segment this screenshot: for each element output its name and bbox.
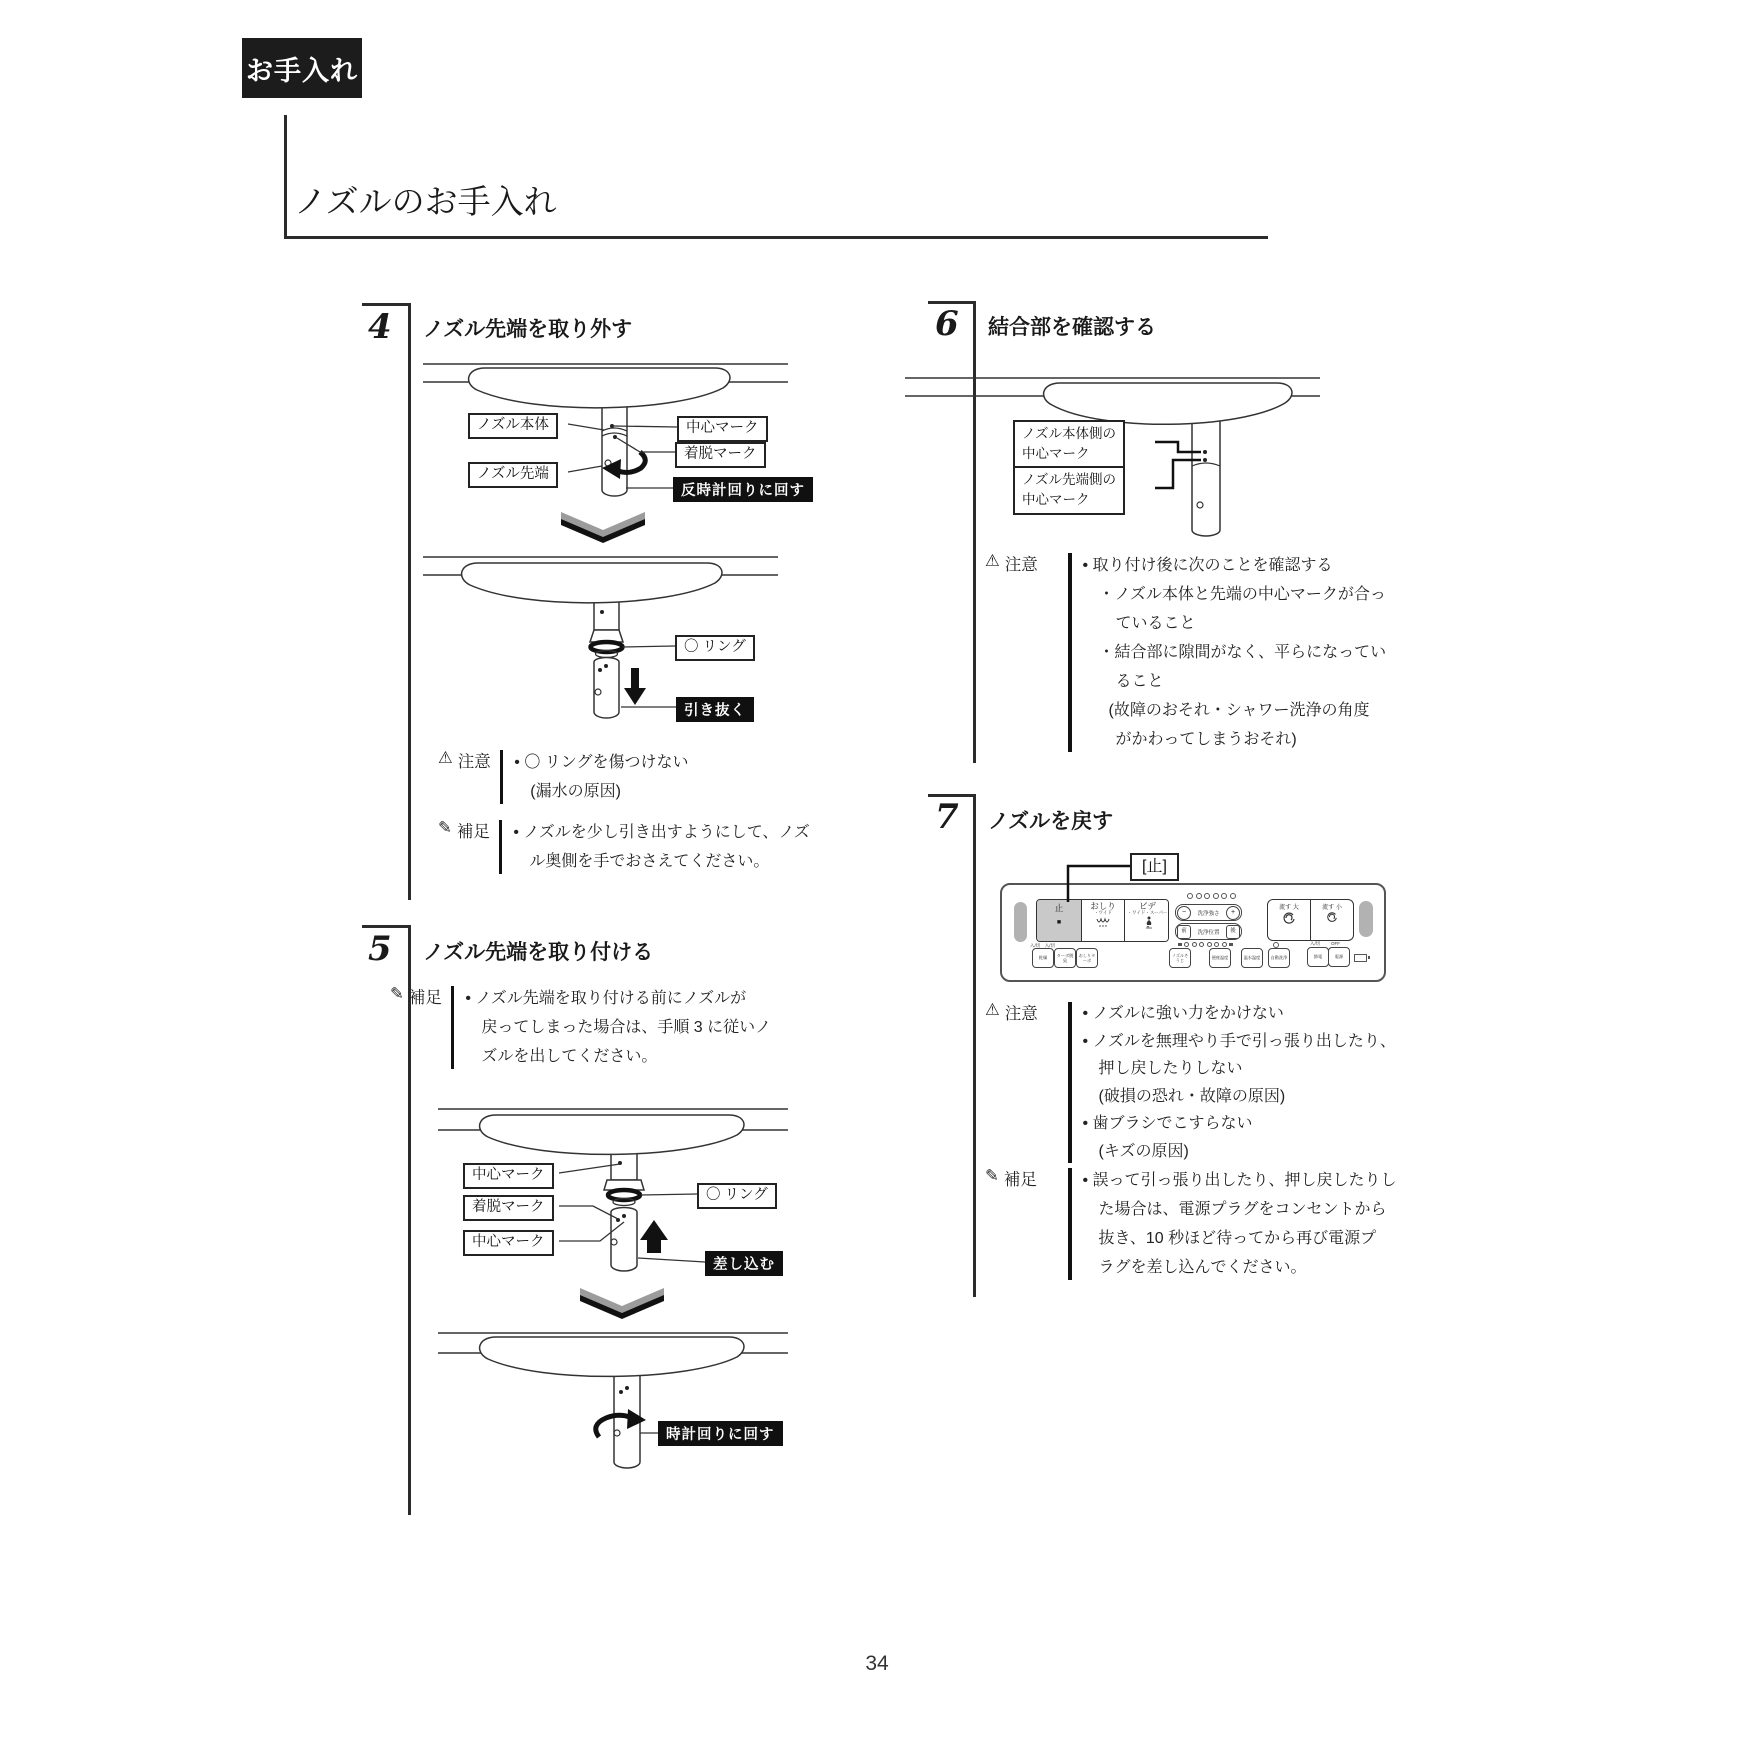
stop-button: 止 ■ (1037, 900, 1082, 941)
note-divider (499, 820, 503, 874)
onoff-indicator-row: 入/切 入/切 (1030, 943, 1056, 948)
flush-large-button: 流す 大 (1268, 900, 1311, 940)
label-pull-out: 引き抜く (676, 697, 754, 722)
remote-right-grip (1359, 901, 1373, 937)
step7-caution: ⚠ 注意 • ノズルに強い力をかけない • ノズルを無理やり手で引っ張り出したり、 押し戻したりしない (破損の恐れ・故障の原因) • 歯ブラシでこすらない (キズの原因) (985, 1000, 1396, 1165)
step4-title: ノズル先端を取り外す (423, 318, 633, 341)
chevron-down-icon (558, 510, 648, 544)
step7-note: ✎ 補足 • 誤って引っ張り出したり、押し戻したりし た場合は、電源プラグをコンセントから 抜き、10 秒ほど待ってから再び電源プ ラグを差し込んでください。 (985, 1166, 1397, 1282)
page-title: ノズルのお手入れ (294, 183, 557, 220)
stop-square-icon: ■ (1056, 919, 1062, 927)
flush-small-button: 流す 小 (1311, 900, 1353, 940)
step7-number: 7 (935, 797, 959, 837)
step4-caution: ⚠ 注意 • 〇 リングを傷つけない (漏水の原因) (438, 748, 688, 806)
label-attach-mark: 着脱マーク (463, 1195, 554, 1221)
position-indicator-dots (1178, 942, 1233, 947)
note-label: ✎ 補足 (390, 984, 442, 1071)
nozzle-clean-button: ノズルそうじ (1169, 948, 1191, 968)
note-divider (1068, 1168, 1072, 1280)
step7-vline (973, 794, 976, 1297)
swirl-icon (1282, 911, 1296, 925)
label-attach-mark: 着脱マーク (675, 442, 766, 468)
oshiri-button: おしり ・ワイド (1082, 900, 1125, 941)
bidet-icon (1142, 916, 1154, 929)
power-off-label: OFF (1331, 941, 1340, 946)
label-body-side-mark: ノズル本体側の 中心マーク (1013, 420, 1125, 469)
pencil-icon: ✎ (438, 819, 452, 837)
label-center-mark: 中心マーク (677, 416, 768, 442)
step5-diagram-turn-cw (378, 1325, 793, 1480)
note-divider (500, 750, 504, 804)
step5-title: ノズル先端を取り付ける (423, 941, 654, 964)
remote-left-grip (1014, 902, 1027, 942)
caution-label: ⚠ 注意 (985, 1000, 1059, 1165)
step6-caution: ⚠ 注意 • 取り付け後に次のことを確認する ・ノズル本体と先端の中心マークが合っ ていること ・結合部に隙間がなく、平らになってい ること (故障のおそれ・シャワー洗浄の角度 がかわってしまうおそれ) (985, 551, 1386, 754)
caution-label: ⚠ 注意 (438, 748, 491, 806)
swirl-icon (1326, 911, 1338, 923)
strength-indicator-dots (1187, 893, 1236, 899)
label-o-ring: 〇 リング (675, 635, 755, 661)
warning-icon: ⚠ (985, 1001, 1000, 1019)
dryer-button: 乾燥 (1032, 948, 1054, 968)
wash-strength-control: − 洗浄強さ + (1175, 904, 1242, 921)
auto-wash-button: 自動洗浄 (1268, 948, 1290, 968)
label-nozzle-body: ノズル本体 (468, 413, 558, 439)
step5-number: 5 (368, 929, 392, 969)
step4-topline (362, 303, 410, 306)
powersave-onoff-label: 入/切 (1310, 941, 1321, 946)
note-label: ✎ 補足 (438, 818, 490, 876)
page-number: 34 (865, 1652, 889, 1675)
plus-button: + (1226, 906, 1240, 920)
warning-icon: ⚠ (985, 552, 1000, 570)
title-underline (284, 236, 1268, 239)
stop-callout: [止] (1130, 853, 1179, 881)
label-nozzle-tip: ノズル先端 (468, 462, 558, 488)
caution-label: ⚠ 注意 (985, 551, 1059, 754)
note-divider (451, 986, 455, 1069)
turbo-deodorizer-button: ターボ脱臭 (1054, 948, 1076, 968)
wash-position-control: 前 洗浄位置 後 (1175, 923, 1242, 940)
step7-title: ノズルを戻す (988, 810, 1114, 833)
battery-icon (1354, 954, 1367, 962)
oshiri-turbo-button: おしりターボ (1076, 948, 1098, 968)
note-divider (1068, 1002, 1072, 1163)
section-badge: お手入れ (242, 38, 362, 98)
remote-main-buttons (1036, 899, 1169, 942)
label-turn-cw: 時計回りに回す (658, 1421, 783, 1446)
step4-number: 4 (368, 307, 392, 347)
warning-icon: ⚠ (438, 749, 453, 767)
flush-buttons (1267, 899, 1354, 941)
label-insert: 差し込む (705, 1251, 783, 1276)
seat-temp-button: 便座温度 (1209, 948, 1231, 968)
label-center-mark: 中心マーク (463, 1163, 554, 1189)
bidet-button: ビデ ・ワイド・スーパー (1125, 900, 1169, 941)
pencil-icon: ✎ (985, 1167, 999, 1185)
note-divider (1068, 553, 1072, 752)
minus-button: − (1177, 906, 1191, 920)
remote-control (1000, 883, 1386, 982)
water-temp-button: 温水温度 (1241, 948, 1263, 968)
power-button: 電源 (1328, 947, 1350, 967)
spray-icon (1095, 916, 1111, 928)
pencil-icon: ✎ (390, 985, 404, 1003)
step6-number: 6 (935, 304, 959, 344)
label-tip-side-mark: ノズル先端側の 中心マーク (1013, 466, 1125, 515)
label-turn-ccw: 反時計回りに回す (673, 477, 813, 502)
step4-note: ✎ 補足 • ノズルを少し引き出すようにして、ノズ ル奥側を手でおさえてください。 (438, 818, 810, 876)
chevron-down-icon (577, 1286, 667, 1320)
back-button: 後 (1226, 925, 1240, 939)
label-o-ring: 〇 リング (697, 1183, 777, 1209)
front-button: 前 (1177, 925, 1191, 939)
power-save-button: 節電 (1307, 947, 1329, 967)
step5-note: ✎ 補足 • ノズル先端を取り付ける前にノズルが 戻ってしまった場合は、手順 3 に従いノ ズルを出してください。 (390, 984, 771, 1071)
step5-topline (362, 925, 410, 928)
label-center-mark: 中心マーク (463, 1230, 554, 1256)
step6-title: 結合部を確認する (988, 316, 1156, 339)
note-label: ✎ 補足 (985, 1166, 1059, 1282)
title-vertical-rule (284, 115, 287, 237)
